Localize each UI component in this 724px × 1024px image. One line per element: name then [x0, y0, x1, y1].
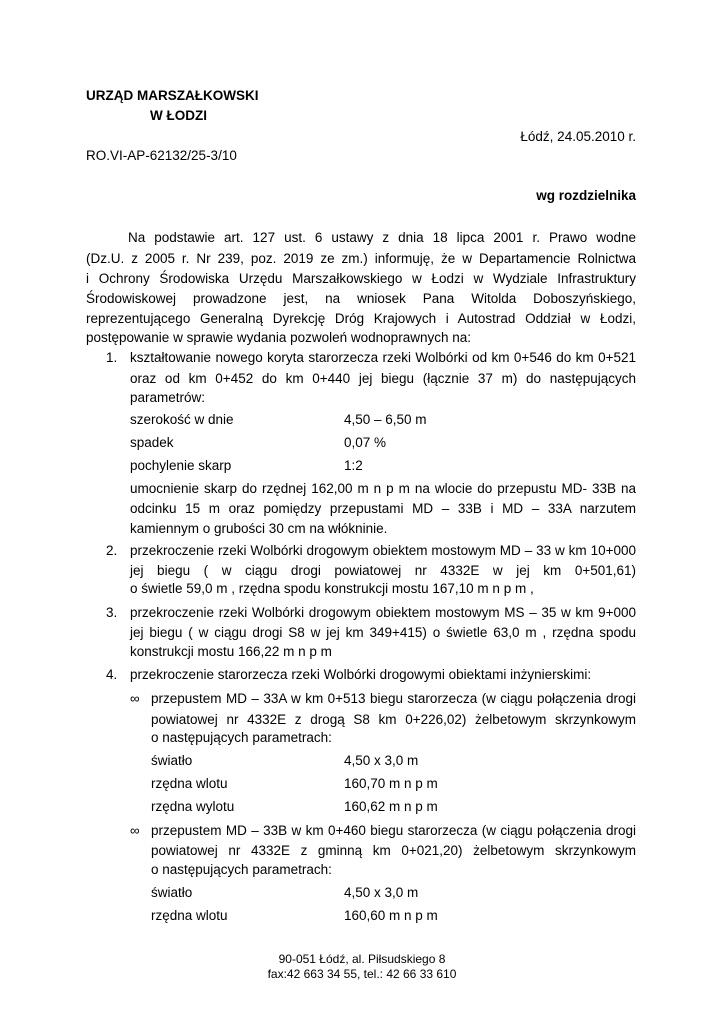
param-label: rzędna wlotu: [151, 908, 228, 923]
param-label: spadek: [130, 435, 174, 450]
subitem-line: powiatowej nr 4332E z gminną km 0+021,20) żelbetowym skrzynkowym: [151, 843, 636, 858]
reference-number: RO.VI-AP-62132/25-3/10: [86, 148, 237, 163]
intro-line: Na podstawie art. 127 ust. 6 ustawy z dnia 18 lipca 2001 r. Prawo wodne: [128, 230, 636, 245]
param-value: 160,62 m n p m: [344, 799, 438, 814]
item-line: konstrukcji mostu 166,22 m n p m: [130, 644, 332, 659]
item-line: kształtowanie nowego koryta starorzecza rzeki Wolbórki od km 0+546 do km 0+521: [130, 350, 636, 365]
param-value: 4,50 x 3,0 m: [344, 753, 419, 768]
subitem-line: o następujących parametrach:: [151, 730, 332, 745]
item-line: odcinku 15 m oraz pomiędzy przepustami MD – 33B i MD – 33A narzutem: [130, 501, 636, 516]
footer-address: 90-051 Łódź, al. Piłsudskiego 8: [278, 952, 446, 966]
param-value: 4,50 – 6,50 m: [344, 412, 427, 427]
param-value: 160,60 m n p m: [344, 908, 438, 923]
intro-line: (Dz.U. z 2005 r. Nr 239, poz. 2019 ze zm.) informuję, że w Departamencie Rolnictwa: [86, 251, 636, 266]
item-line: przekroczenie rzeki Wolbórki drogowym obiektem mostowym MD – 33 w km 10+000: [130, 543, 636, 558]
item-number: 4.: [106, 667, 118, 682]
intro-line: reprezentującego Generalną Dyrekcję Dróg Krajowych i Autostrad Oddział w Łodzi,: [86, 311, 636, 326]
param-label: rzędna wlotu: [151, 776, 228, 791]
footer-contact: fax:42 663 34 55, tel.: 42 66 33 610: [267, 967, 457, 981]
intro-line: i Ochrony Środowiska Urzędu Marszałkowskiego w Łodzi w Wydziale Infrastruktury: [86, 271, 636, 286]
office-name-line1: URZĄD MARSZAŁKOWSKI: [86, 88, 259, 103]
param-label: pochylenie skarp: [130, 458, 232, 473]
infinity-bullet-icon: ∞: [130, 823, 140, 838]
item-line: umocnienie skarp do rzędnej 162,00 m n p m na wlocie do przepustu MD- 33B na: [130, 481, 636, 496]
param-label: rzędna wylotu: [151, 799, 235, 814]
subitem-line: o następujących parametrach:: [151, 862, 332, 877]
item-line: o świetle 59,0 m , rzędna spodu konstrukcji mostu 167,10 m n p m ,: [130, 581, 534, 596]
item-line: jej biegu ( w ciągu drogi S8 w jej km 349+415) o świetle 63,0 m , rzędna spodu: [130, 625, 636, 640]
item-number: 2.: [106, 543, 118, 558]
item-number: 3.: [106, 605, 118, 620]
param-value: 4,50 x 3,0 m: [344, 885, 419, 900]
item-line: kamiennym o grubości 30 cm na włókninie.: [130, 521, 388, 536]
param-value: 0,07 %: [344, 435, 387, 450]
item-line: przekroczenie starorzecza rzeki Wolbórki drogowymi obiektami inżynierskimi:: [130, 667, 592, 682]
intro-line: postępowanie w sprawie wydania pozwoleń wodnoprawnych na:: [86, 330, 471, 345]
param-value: 1:2: [344, 458, 363, 473]
office-name-line2: W ŁODZI: [150, 108, 207, 123]
subitem-line: powiatowej nr 4332E z drogą S8 km 0+226,02) żelbetowym skrzynkowym: [151, 712, 636, 727]
intro-line: Środowiskowej prowadzone jest, na wniosek Pana Witolda Doboszyńskiego,: [86, 291, 636, 306]
item-number: 1.: [106, 350, 118, 365]
recipient-line: wg rozdzielnika: [536, 188, 636, 203]
infinity-bullet-icon: ∞: [130, 691, 140, 706]
place-date: Łódź, 24.05.2010 r.: [520, 129, 636, 144]
item-line: parametrów:: [130, 390, 206, 405]
param-label: szerokość w dnie: [130, 412, 234, 427]
param-label: światło: [151, 885, 193, 900]
item-line: jej biegu ( w ciągu drogi powiatowej nr 4332E w jej km 0+501,61): [130, 563, 636, 578]
param-value: 160,70 m n p m: [344, 776, 438, 791]
subitem-line: przepustem MD – 33B w km 0+460 biegu starorzecza (w ciągu połączenia drogi: [151, 823, 636, 838]
subitem-line: przepustem MD – 33A w km 0+513 biegu starorzecza (w ciągu połączenia drogi: [151, 691, 636, 706]
param-label: światło: [151, 753, 193, 768]
item-line: oraz od km 0+452 do km 0+440 jej biegu (łącznie 37 m) do następujących: [130, 371, 636, 386]
item-line: przekroczenie rzeki Wolbórki drogowym obiektem mostowym MS – 35 w km 9+000: [130, 605, 636, 620]
